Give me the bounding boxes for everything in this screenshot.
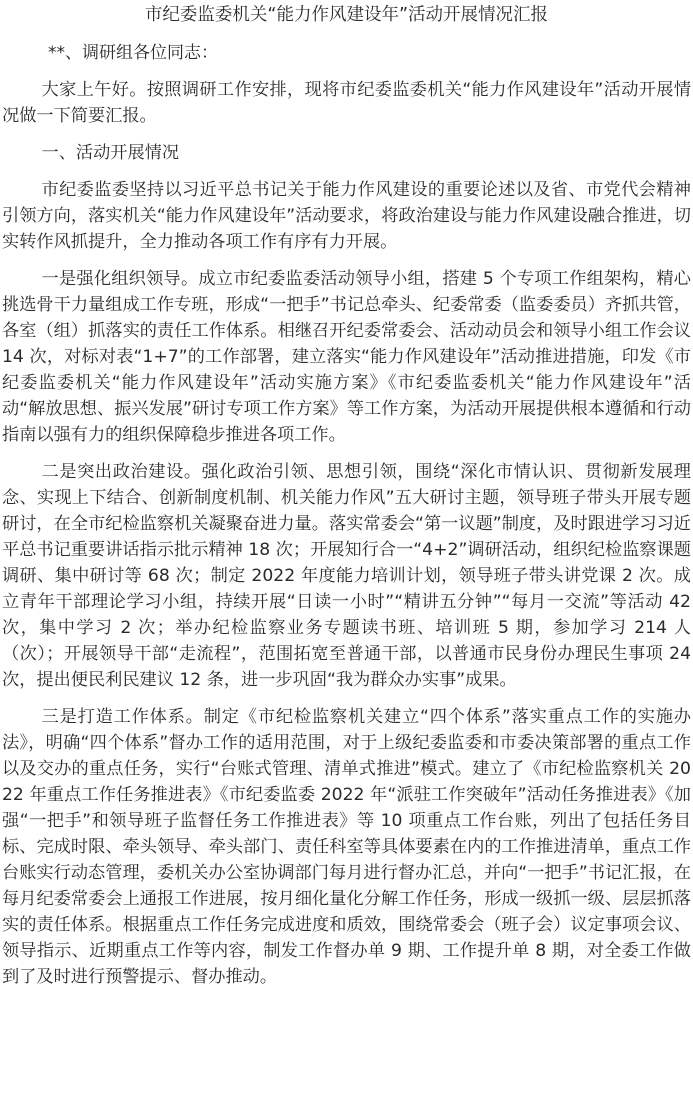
- document-page: [0, 2, 693, 1099]
- salutation: **、调研组各位同志：: [48, 43, 218, 63]
- intro-paragraph: 大家上午好。按照调研工作安排，现将市纪委监委机关“能力作风建设年”活动开展情况做一下简要汇报。: [2, 80, 691, 126]
- overview-paragraph: 市纪委监委坚持以习近平总书记关于能力作风建设的重要论述以及省、市党代会精神引领方向，落实机关“能力作风建设年”活动要求，将政治建设与能力作风建设融合推进，切实转作风抓提升，全力推动各项工作有序有力开展。: [2, 180, 691, 252]
- work-system-paragraph: 三是打造工作体系。制定《市纪检监察机关建立“四个体系”落实重点工作的实施办法》，明确“四个体系”督办工作的适用范围，对于上级纪委监委和市委决策部署的重点工作以及交办的重点任务，实行“台账式管理、清单式推进”模式。建立了《市纪检监察机关 2022 年重点工作任务推进表》《市纪委监委 2022 年“派驻工作突破年”活动任务推进表》《加强“一把手”和领导班子监督任务工作推进表》等 10 项重点工作台账，列出了包括任务目标、完成时限、牵头领导、牵头部门、责任科室等具体要素在内的工作推进清单，重点工作台账实行动态管理，委机关办公室协调部门每月进行督办汇总，并向“一把手”书记汇报，在每月纪委常委会上通报工作进展，按月细化量化分解工作任务，形成一级抓一级、层层抓落实的责任体系。根据重点工作任务完成进度和质效，围绕常委会（班子会）议定事项会议、领导指示、近期重点工作等内容，制发工作督办单 9 期、工作提升单 8 期，对全委工作做到了及时进行预警提示、督办推动。: [2, 707, 691, 987]
- document-title: 市纪委监委机关“能力作风建设年”活动开展情况汇报: [144, 5, 549, 25]
- organization-leadership-paragraph: 一是强化组织领导。成立市纪委监委活动领导小组，搭建 5 个专项工作组架构，精心挑选骨干力量组成工作专班，形成“一把手”书记总牵头、纪委常委（监委委员）齐抓共管，各室（组）抓落实的责任工作体系。相继召开纪委常委会、活动动员会和领导小组工作会议 14 次，对标对表“1+7”的工作部署，建立落实“能力作风建设年”活动推进措施，印发《市纪委监委机关“能力作风建设年”活动实施方案》《市纪委监委机关“能力作风建设年”活动“解放思想、振兴发展”研讨专项工作方案》等工作方案，为活动开展提供根本遵循和行动指南以强有力的组织保障稳步推进各项工作。: [2, 269, 691, 445]
- political-construction-paragraph: 二是突出政治建设。强化政治引领、思想引领，围绕“深化市情认识、贯彻新发展理念、实现上下结合、创新制度机制、机关能力作风”五大研讨主题，领导班子带头开展专题研讨，在全市纪检监察机关凝聚奋进力量。落实常委会“第一议题”制度，及时跟进学习习近平总书记重要讲话指示批示精神 18 次；开展知行合一“4+2”调研活动，组织纪检监察课题调研、集中研讨等 68 次；制定 2022 年度能力培训计划，领导班子带头讲党课 2 次。成立青年干部理论学习小组，持续开展“日读一小时”“精讲五分钟”“每月一交流”等活动 42 次，集中学习 2 次；举办纪检监察业务专题读书班、培训班 5 期，参加学习 214 人（次）；开展领导干部“走流程”，范围拓宽至普通干部，以普通市民身份办理民生事项 24 次，提出便民利民建议 12 条，进一步巩固“我为群众办实事”成果。: [2, 462, 691, 690]
- section-heading: 一、活动开展情况: [41, 143, 180, 163]
